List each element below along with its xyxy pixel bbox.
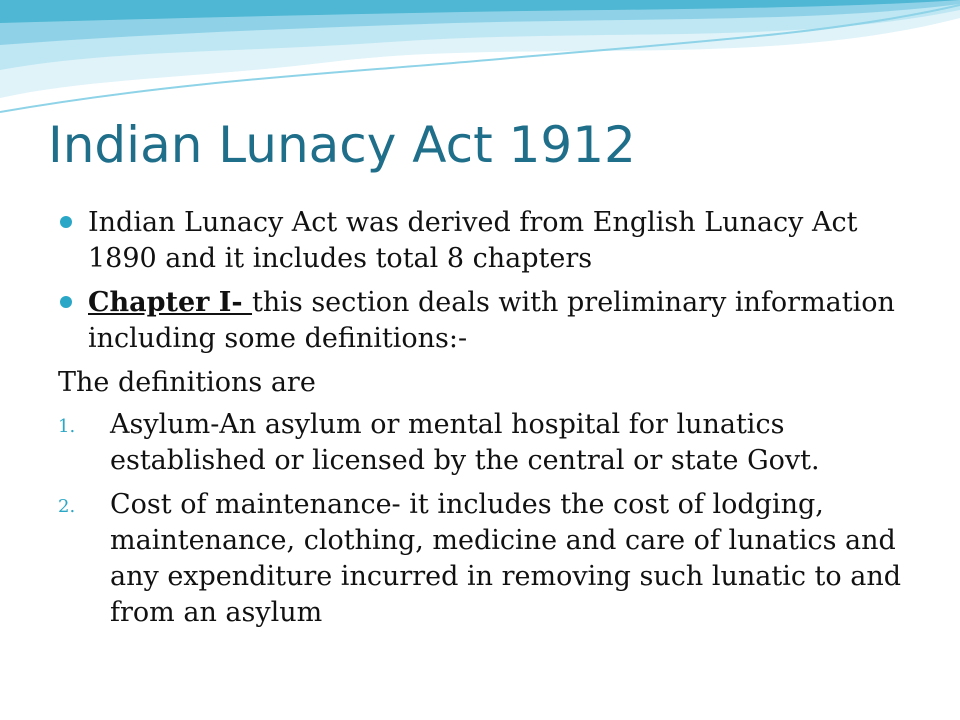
bullet-item-lunacy-origin xyxy=(58,205,918,277)
numbered-item-cost-of-maintenance xyxy=(58,487,918,631)
bullet-item-chapter-i xyxy=(58,285,918,357)
numbered-text: Asylum-An asylum or mental hospital for lunatics established or licensed by the central or state Govt. xyxy=(110,409,820,476)
slide-title: Indian Lunacy Act 1912 xyxy=(48,116,636,174)
bullet-icon xyxy=(60,216,72,228)
slide-content xyxy=(58,205,918,639)
header-wave-decoration xyxy=(0,0,960,120)
bullet-icon xyxy=(60,296,72,308)
bullet-text: Indian Lunacy Act was derived from English Lunacy Act 1890 and it includes total 8 chapters xyxy=(88,207,858,274)
chapter-heading: Chapter I- xyxy=(88,287,253,318)
numbered-text: Cost of maintenance- it includes the cost of lodging, maintenance, clothing, medicine and care of lunatics and any expenditure incurred in removing such lunatic to and from an asylum xyxy=(110,489,901,628)
numbered-item-asylum xyxy=(58,407,918,479)
definitions-intro: The definitions are xyxy=(58,367,316,398)
number-marker: 1. xyxy=(58,416,76,437)
bullet-text: this section deals with preliminary information including some definitions:- xyxy=(88,287,895,354)
number-marker: 2. xyxy=(58,496,76,517)
